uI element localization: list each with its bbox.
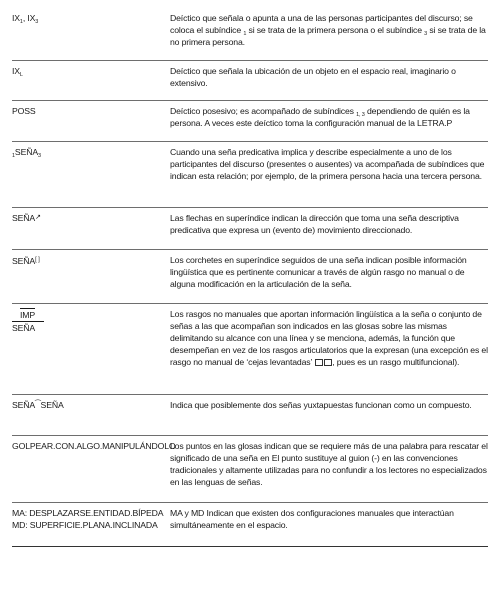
gloss-label: $IX_1$, $IX_3$ <box>12 13 39 25</box>
gloss-label: MA: DESPLAZARSE.ENTIDAD.BÍPEDA <box>12 508 164 518</box>
gloss-cell <box>12 105 170 137</box>
gloss-label: MD: SUPERFICIE.PLANA.INCLINADA <box>12 520 158 531</box>
description-cell: Deíctico que señala o apunta a una de las personas participantes del discurso; se coloca el subíndice $_1$ si se trata de la primera persona o el subíndice $_3$ si se trata de la no primera persona. <box>170 13 486 48</box>
gloss-cell <box>12 399 170 431</box>
glossary-table <box>12 8 488 547</box>
description-cell: Deíctico que señala la ubicación de un objeto en el espacio real, imaginario o extensivo. <box>170 66 456 89</box>
gloss-cell <box>12 440 176 498</box>
raised-eyebrows-icon <box>324 359 332 366</box>
gloss-label: IMP SEÑA <box>12 308 166 334</box>
description-cell: Los puntos en las glosas indican que se requiere más de una palabra para rescatar el significado de una seña en El punto sustituye al guion (-) en las convenciones tradicionales y altamente utilizadas para no confundir a los lectores no especializados en las lenguas de señas. <box>170 441 488 488</box>
gloss-label: POSS <box>12 106 36 116</box>
gloss-cell <box>12 507 170 542</box>
table-row <box>12 101 488 142</box>
description-cell: Cuando una seña predicativa implica y describe especialmente a uno de los participantes del discurso (presentes o ausentes) va acompañada de subíndices que indican esta relación; por ejemplo, de la primera persona hacia una tercera persona. <box>170 147 485 182</box>
gloss-label: SEÑA↗ <box>12 213 41 223</box>
raised-eyebrows-icon <box>315 359 323 366</box>
gloss-cell <box>12 254 170 299</box>
table-row <box>12 436 488 503</box>
description-cell: MA y MD Indican que existen dos configuraciones manuales que interactúan simultáneamente en el espacio. <box>170 508 454 531</box>
bracket-superscript-icon: [ ] <box>35 257 40 263</box>
gloss-label: $IX_L$ <box>12 66 23 78</box>
table-row <box>12 503 488 547</box>
compound-link-icon: ⁀ <box>35 401 41 408</box>
gloss-label: $_1SEÑA_3$ <box>12 147 41 159</box>
description-cell: Los rasgos no manuales que aportan información lingüística a la seña o conjunto de señas a las que acompañan son indicados en las glosas sobre las mismas delimitando su alcance con una línea y se menciona, además, la función que desempeñan en vez de los rasgos articulatorios que la expresan (una excepción es el rasgo no manual de ‘cejas levantadas’ , pues es un rasgo multifuncional). <box>170 309 488 368</box>
table-row <box>12 250 488 304</box>
gloss-cell <box>12 146 170 203</box>
table-row <box>12 8 488 61</box>
gloss-label: SEÑA⁀SEÑA <box>12 400 64 410</box>
direction-arrow-icon: ↗ <box>35 214 41 221</box>
table-row <box>12 208 488 250</box>
gloss-cell <box>12 212 170 245</box>
gloss-cell <box>12 65 170 96</box>
non-manual-marker: IMP <box>20 310 35 320</box>
table-row <box>12 395 488 436</box>
gloss-cell <box>12 308 170 390</box>
description-cell: Los corchetes en superíndice seguidos de una seña indican posible información lingüística que es pertinente comunicar a través de algún rasgo no manual o de alguna modificación en la articulación de la seña. <box>170 255 467 290</box>
gloss-label: SEÑA[ ] <box>12 256 40 266</box>
table-row <box>12 142 488 208</box>
gloss-label: GOLPEAR.CON.ALGO.MANIPULÁNDOLO <box>12 441 176 451</box>
description-cell: Deíctico posesivo; es acompañado de subíndices $_{1, 3}$ dependiendo de quién es la persona. A veces este deíctico toma la configuración manual de la LETRA.P <box>170 106 470 129</box>
description-cell: Las flechas en superíndice indican la dirección que toma una seña descriptiva predicativa que expresa un (evento de) movimiento direccionado. <box>170 213 459 236</box>
table-row <box>12 304 488 395</box>
table-row <box>12 61 488 101</box>
gloss-cell <box>12 12 170 56</box>
description-cell: Indica que posiblemente dos señas yuxtapuestas funcionan como un compuesto. <box>170 400 472 410</box>
